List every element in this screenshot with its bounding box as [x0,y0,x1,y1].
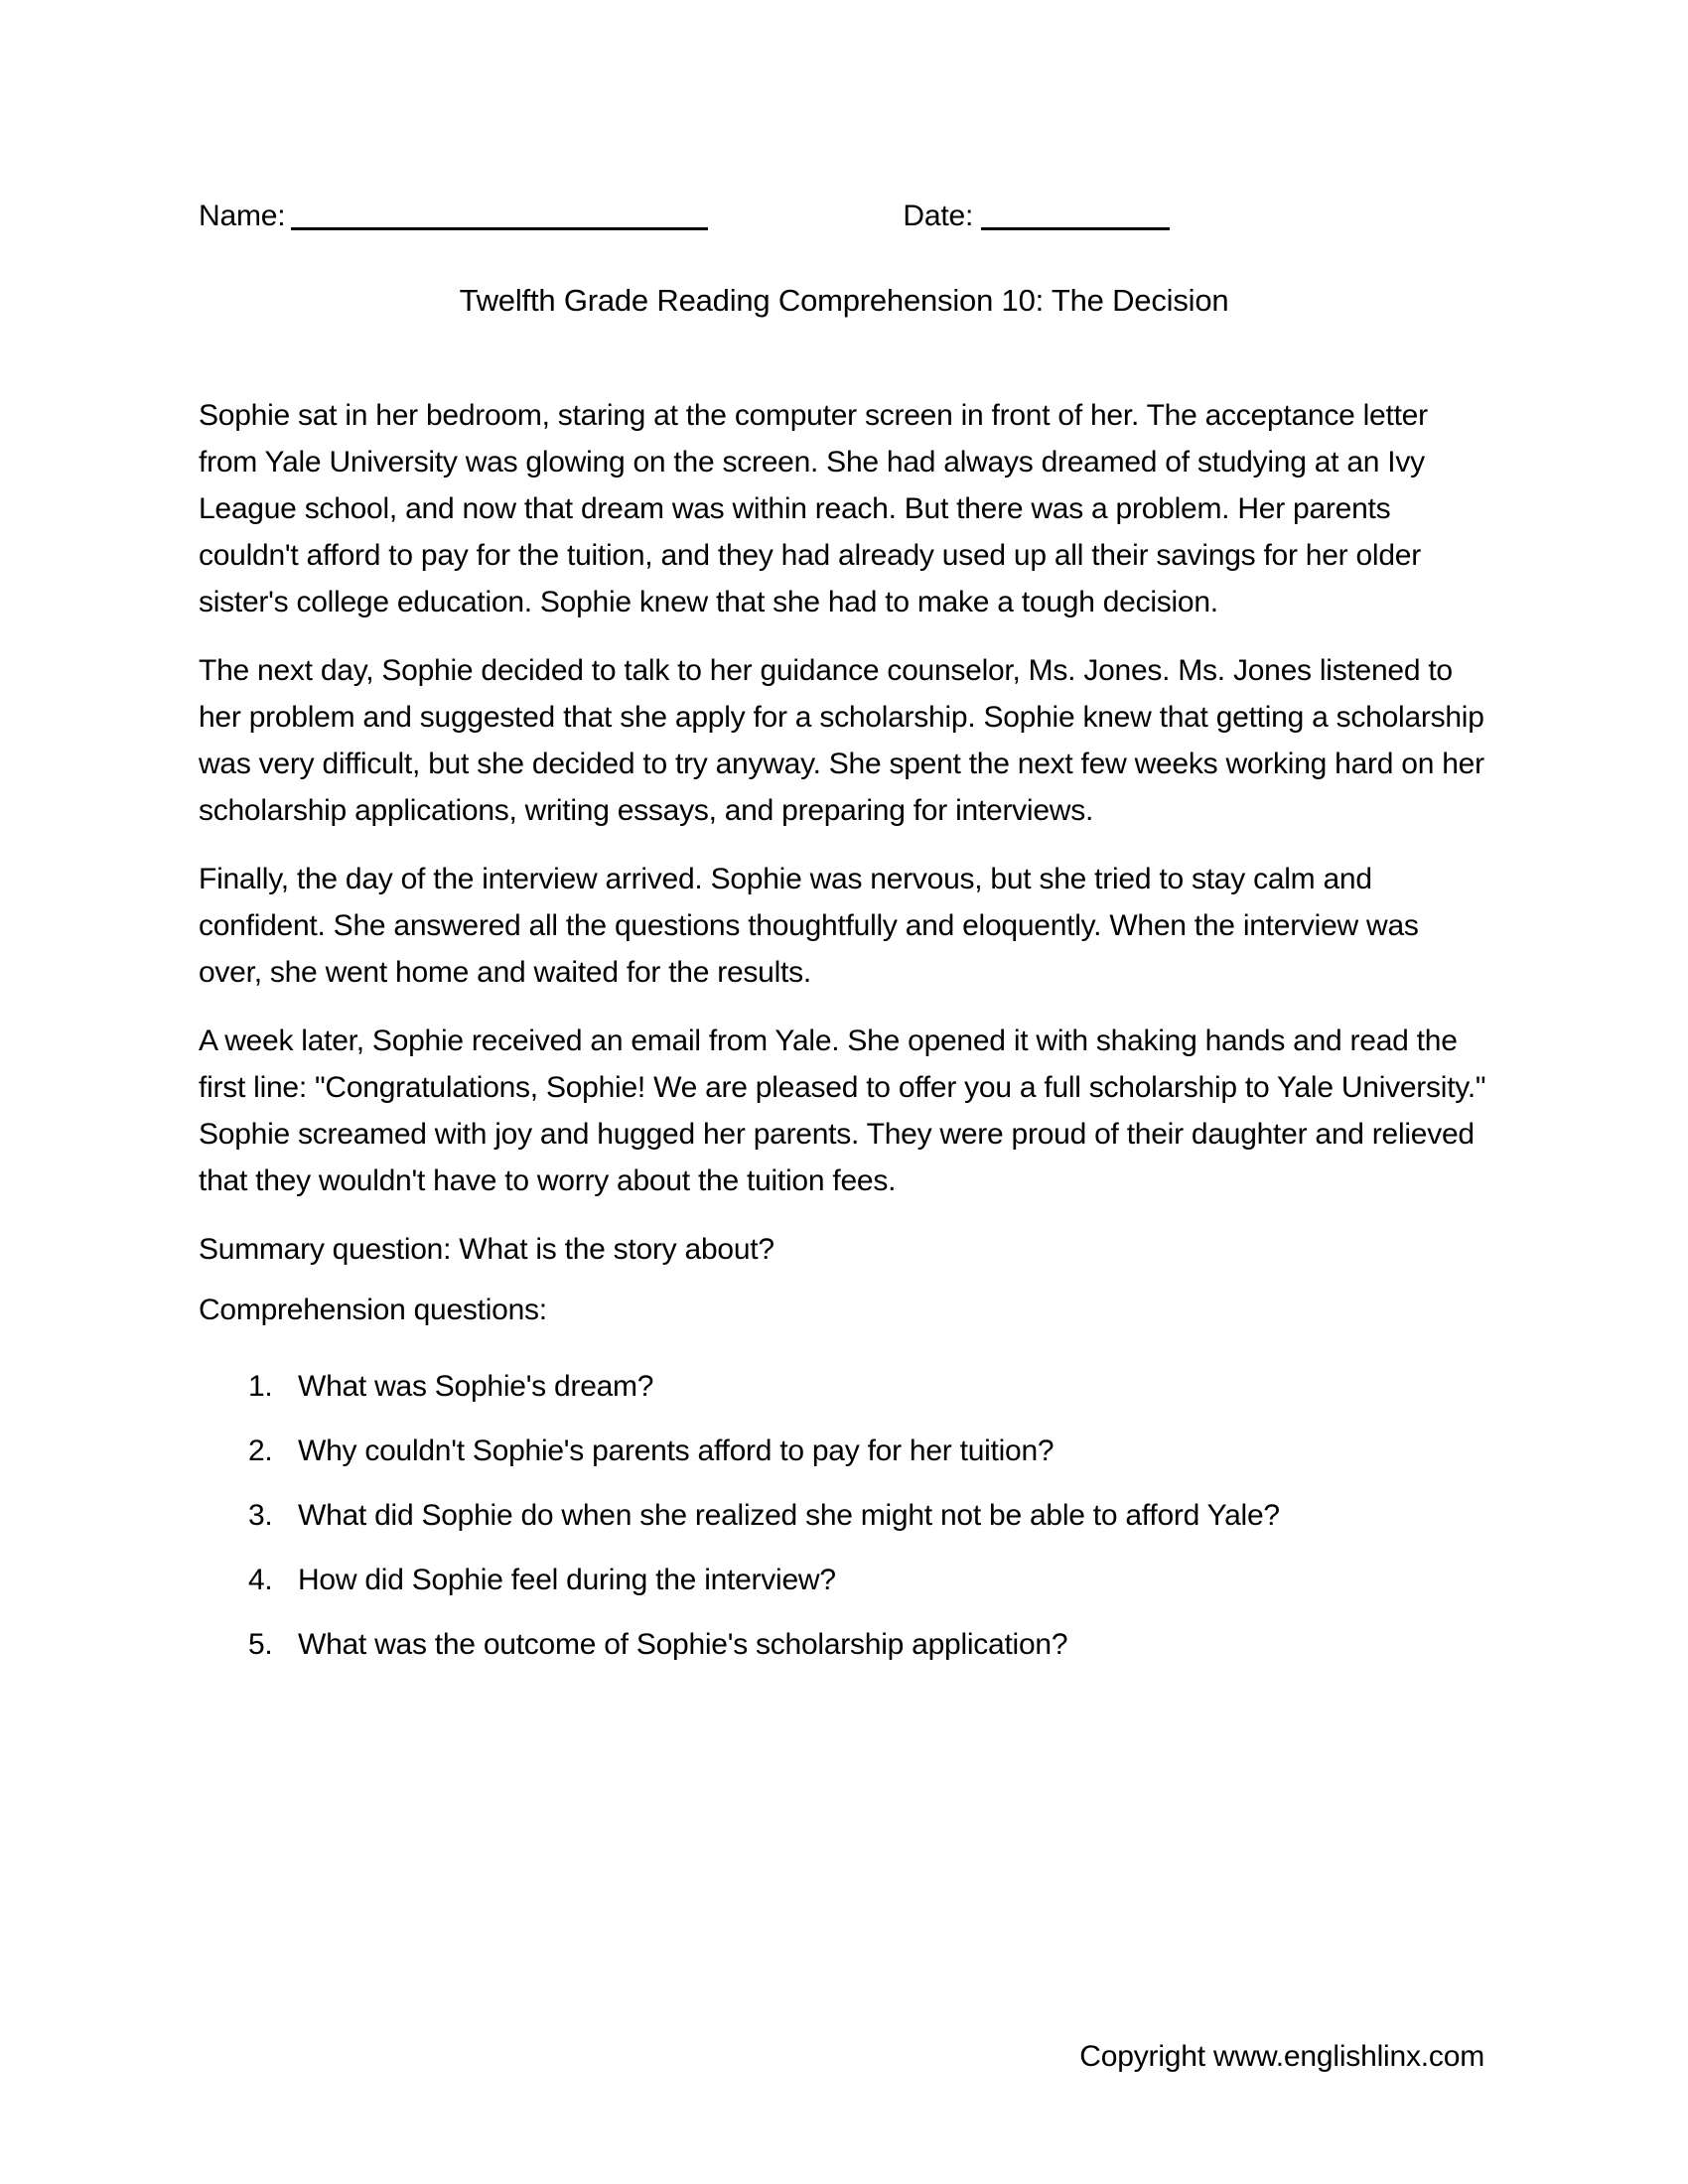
question-number: 2. [248,1434,273,1467]
story-paragraph: Finally, the day of the interview arrived. Sophie was nervous, but she tried to stay calm and confident. She answered all the questions thoughtfully and eloquently. When the interview was over, she went home and waited for the results. [199,863,1419,989]
question-text: What was Sophie's dream? [298,1370,654,1403]
question-text: What was the outcome of Sophie's scholarship application? [298,1628,1068,1661]
question-number: 4. [248,1564,273,1596]
question-number: 3. [248,1499,273,1532]
question-item [199,1557,1489,1603]
question-item [199,1492,1489,1539]
name-date-row [199,197,1489,236]
copyright-notice: Copyright www.englishlinx.com [1079,2040,1484,2073]
story-paragraph: The next day, Sophie decided to talk to her guidance counselor, Ms. Jones. Ms. Jones listened to her problem and suggested that she apply for a scholarship. Sophie knew that getting a scholarship was very difficult, but she decided to try anyway. She spent the next few weeks working hard on her scholarship applications, writing essays, and preparing for interviews. [199,654,1484,827]
story-paragraph: Sophie sat in her bedroom, staring at the computer screen in front of her. The acceptance letter from Yale University was glowing on the screen. She had always dreamed of studying at an Ivy League school, and now that dream was within reach. But there was a problem. Her parents couldn't afford to pay for the tuition, and they had already used up all their savings for her older sister's college education. Sophie knew that she had to make a tough decision. [199,399,1428,618]
question-item [199,1621,1489,1668]
worksheet-title: Twelfth Grade Reading Comprehension 10: The Decision [459,283,1229,318]
summary-question: Summary question: What is the story about? [199,1233,774,1266]
question-item [199,1363,1489,1410]
comprehension-questions-label: Comprehension questions: [199,1294,547,1326]
comprehension-questions-list [199,1363,1489,1668]
question-text: What did Sophie do when she realized she might not be able to afford Yale? [298,1499,1280,1532]
question-text: Why couldn't Sophie's parents afford to pay for her tuition? [298,1434,1055,1467]
story-text [199,392,1489,1204]
question-number: 1. [248,1370,273,1403]
name-blank-line [291,227,708,230]
date-blank-line [981,227,1170,230]
name-label: Name: [199,200,286,232]
question-number: 5. [248,1628,273,1661]
date-label: Date: [903,200,974,232]
story-paragraph: A week later, Sophie received an email from Yale. She opened it with shaking hands and read the first line: "Congratulations, Sophie! We are pleased to offer you a full scholarship to Yale University." Sophie screamed with joy and hugged her parents. They were proud of their daughter and relieved that they wouldn't have to worry about the tuition fees. [199,1024,1486,1197]
question-text: How did Sophie feel during the interview? [298,1564,836,1596]
question-item [199,1428,1489,1474]
